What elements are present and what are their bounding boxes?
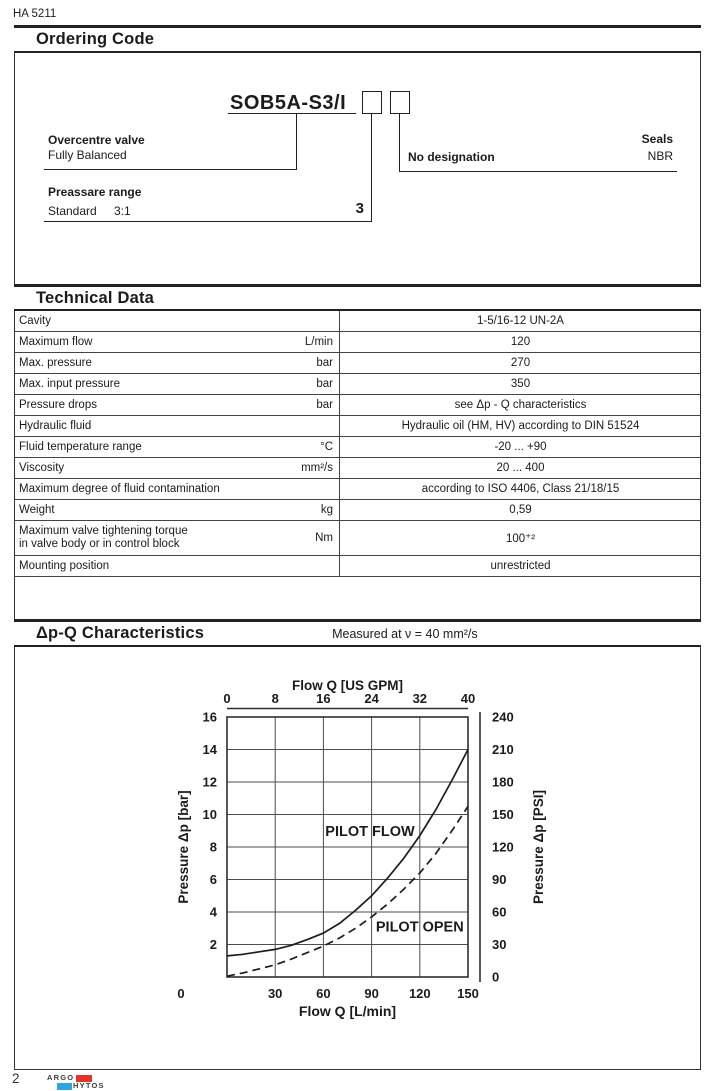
row-label: Mounting position [19, 559, 110, 572]
row-value: according to ISO 4406, Class 21/18/15 [421, 483, 620, 495]
seals-label: Seals [641, 132, 673, 146]
doc-code: HA 5211 [13, 8, 57, 20]
connector-line [371, 113, 372, 222]
section-title-ordering: Ordering Code [36, 30, 155, 48]
row-label: Fluid temperature range [19, 440, 142, 453]
technical-table [14, 311, 701, 577]
top-axis-tick: 32 [412, 691, 428, 706]
section-chart-header [14, 619, 701, 647]
table-cell-label [14, 500, 340, 520]
right-axis-tick: 30 [492, 937, 507, 952]
table-row [14, 374, 701, 395]
right-axis-tick: 0 [492, 969, 500, 985]
left-axis-tick: 4 [209, 904, 217, 920]
row-label: Cavity [19, 314, 51, 327]
section-ordering-header [14, 25, 701, 53]
row-label: Max. pressure [19, 356, 92, 369]
overcentre-valve-label: Overcentre valve [48, 133, 145, 147]
dp-q-chart [0, 660, 715, 1060]
series-label: PILOT FLOW [325, 823, 415, 840]
table-row [14, 332, 701, 353]
left-axis-tick: 2 [209, 937, 217, 952]
table-row [14, 395, 701, 416]
table-cell-label [14, 437, 340, 457]
table-cell-label [14, 311, 340, 331]
table-row [14, 458, 701, 479]
ordering-option-box-2 [390, 91, 410, 114]
right-axis-tick: 210 [492, 742, 514, 757]
row-label: Weight [19, 503, 55, 516]
table-cell-label [14, 332, 340, 352]
row-value: 270 [510, 357, 531, 369]
row-label: Pressure drops [19, 398, 97, 411]
table-row [14, 437, 701, 458]
no-designation-label: No designation [408, 150, 495, 164]
pressure-range-label: Preassare range [48, 185, 142, 199]
row-label: Max. input pressure [19, 377, 120, 390]
chart-measurement-note: Measured at ν = 40 mm²/s [332, 626, 478, 641]
table-cell-label [14, 374, 340, 394]
fully-balanced-label: Fully Balanced [48, 148, 127, 162]
row-value: 1-5/16-12 UN-2A [477, 315, 564, 327]
bottom-axis-tick: 90 [364, 986, 379, 1001]
row-value: unrestricted [490, 560, 551, 572]
row-value: 20 ... 400 [496, 462, 545, 474]
table-cell-label [14, 479, 340, 499]
row-value: 0,59 [509, 504, 532, 516]
top-axis-title: Flow Q [US GPM] [292, 678, 403, 693]
left-axis-tick: 6 [209, 872, 217, 887]
bottom-axis-title: Flow Q [L/min] [298, 1003, 397, 1019]
standard-label: Standard [48, 204, 97, 218]
row-value: 100⁺² [505, 533, 536, 545]
left-axis-title: Pressure Δp [bar] [176, 790, 191, 904]
bottom-axis-tick: 60 [316, 986, 331, 1001]
logo-blue-block [57, 1083, 72, 1090]
logo-text-argo: ARGO [47, 1073, 75, 1082]
ordering-code-underline [228, 113, 356, 114]
table-cell-label [14, 416, 340, 436]
row-unit: L/min [304, 336, 333, 348]
table-row [14, 353, 701, 374]
row-value: 120 [510, 336, 531, 348]
table-cell-label [14, 458, 340, 478]
row-unit: kg [320, 504, 333, 516]
page-number: 2 [12, 1071, 20, 1086]
connector-line [399, 171, 677, 172]
bottom-axis-tick: 150 [457, 986, 479, 1001]
row-unit: bar [316, 378, 333, 390]
row-unit: Nm [315, 532, 333, 544]
dp-q-chart-svg [0, 660, 715, 1060]
table-row [14, 311, 701, 332]
left-axis-tick: 10 [202, 807, 217, 822]
right-axis-tick: 120 [492, 839, 514, 855]
table-row [14, 556, 701, 577]
pressure-range-code: 3 [355, 200, 364, 217]
table-row [14, 521, 701, 556]
connector-line [44, 221, 372, 222]
table-cell-label [14, 556, 340, 576]
row-label: Maximum degree of fluid contamination [19, 482, 220, 495]
connector-line [296, 114, 297, 170]
right-axis-tick: 60 [492, 904, 507, 920]
argo-hytos-logo [47, 1074, 107, 1090]
right-axis-tick: 90 [492, 872, 507, 887]
row-label: Maximum flow [19, 335, 93, 348]
seals-value: NBR [647, 149, 673, 163]
right-axis-tick: 240 [492, 709, 514, 725]
table-cell-label [14, 395, 340, 415]
row-unit: °C [320, 441, 333, 453]
row-value: see Δp - Q characteristics [454, 399, 587, 411]
row-value: -20 ... +90 [494, 441, 547, 453]
left-axis-tick: 8 [209, 839, 217, 855]
series-label: PILOT OPEN [375, 919, 464, 936]
section-title-technical: Technical Data [36, 288, 155, 307]
top-axis-tick: 40 [460, 691, 476, 706]
right-axis-tick: 180 [492, 774, 514, 790]
bottom-axis-tick: 30 [267, 986, 283, 1001]
table-cell-label [14, 521, 340, 555]
table-row [14, 416, 701, 437]
ratio-label: 3:1 [114, 204, 131, 218]
top-axis-tick: 24 [364, 691, 379, 706]
row-unit: bar [316, 357, 333, 369]
row-label: Viscosity [19, 461, 65, 474]
left-axis-tick: 16 [202, 709, 217, 725]
row-value: Hydraulic oil (HM, HV) according to DIN 51524 [401, 420, 640, 432]
row-unit: mm²/s [301, 462, 333, 474]
ordering-code-text: SOB5A-S3/I [230, 92, 347, 114]
section-technical-header [14, 284, 701, 311]
table-row [14, 500, 701, 521]
connector-line [399, 113, 400, 172]
bottom-axis-tick: 120 [408, 986, 431, 1001]
row-value: 350 [510, 378, 531, 390]
left-axis-tick: 12 [202, 774, 217, 790]
row-label: Hydraulic fluid [19, 419, 92, 432]
row-label: Maximum valve tightening torque in valve body or in control block [19, 525, 188, 550]
logo-text-hytos: HYTOS [73, 1081, 105, 1090]
right-axis-title: Pressure Δp [PSI] [531, 790, 546, 904]
connector-line [44, 169, 297, 170]
table-row [14, 479, 701, 500]
left-axis-tick: 14 [202, 742, 217, 757]
top-axis-tick: 16 [316, 691, 331, 706]
top-axis-tick: 0 [223, 691, 231, 706]
logo-row-bottom [57, 1082, 107, 1090]
right-axis-tick: 150 [492, 807, 514, 822]
top-axis-tick: 8 [271, 691, 279, 706]
section-title-chart: Δp-Q Characteristics [36, 624, 205, 642]
row-unit: bar [316, 399, 333, 411]
bottom-axis-tick: 0 [177, 986, 185, 1001]
ordering-option-box-1 [362, 91, 382, 114]
table-cell-label [14, 353, 340, 373]
